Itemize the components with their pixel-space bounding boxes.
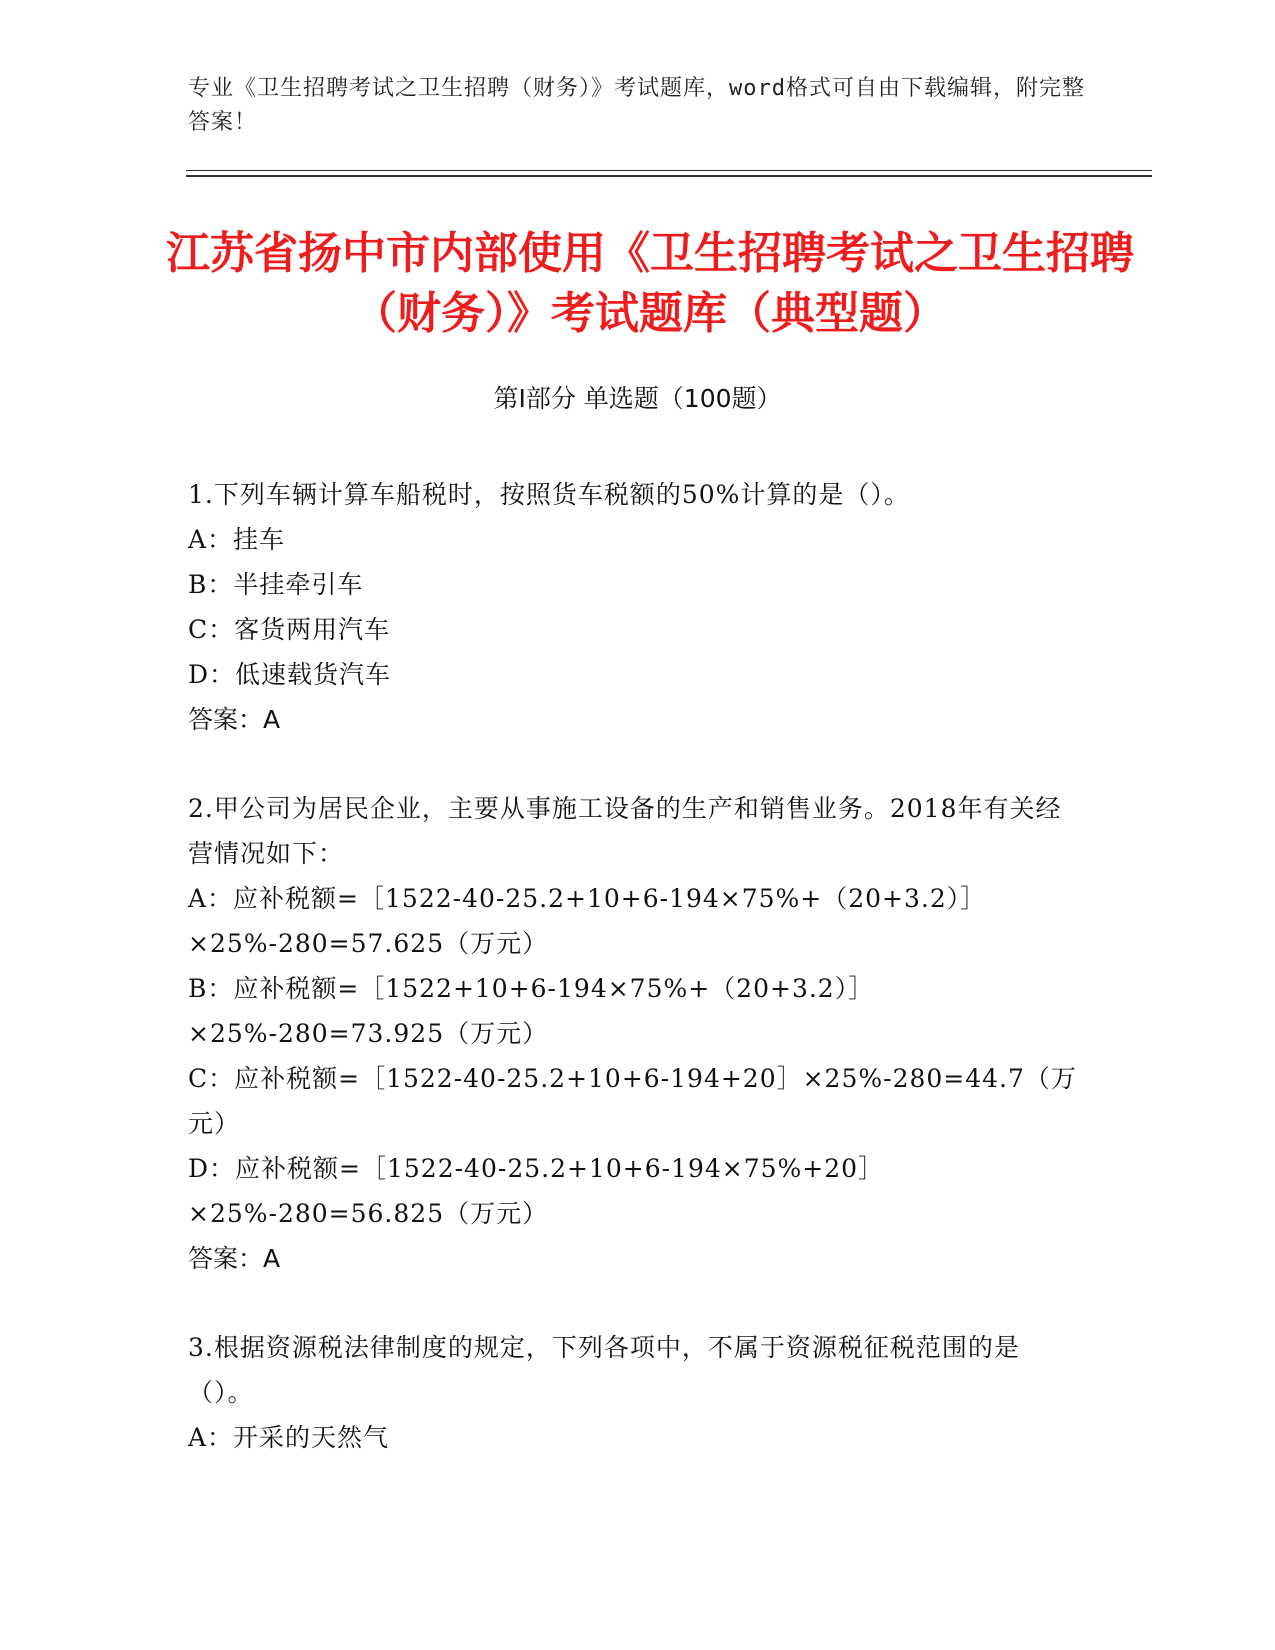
document-title: 江苏省扬中市内部使用《卫生招聘考试之卫生招聘（财务）》考试题库（典型题）	[166, 228, 1134, 339]
option-a: A：开采的天然气	[188, 1423, 390, 1452]
header-divider-thick	[186, 175, 1152, 177]
header-divider-thin	[186, 170, 1152, 171]
answer-text: 答案：A	[188, 705, 281, 734]
question-2	[188, 786, 1078, 1281]
option-d: D：低速载货汽车	[188, 660, 392, 689]
option-a: A：挂车	[188, 525, 286, 554]
answer-text: 答案：A	[188, 1244, 281, 1273]
option-c: C：客货两用汽车	[188, 615, 391, 644]
header-note: 专业《卫生招聘考试之卫生招聘（财务）》考试题库，word格式可自由下载编辑，附完整答案！	[188, 76, 1085, 135]
option-b: B：半挂牵引车	[188, 570, 364, 599]
question-list	[188, 472, 1078, 1504]
question-stem: 2.甲公司为居民企业，主要从事施工设备的生产和销售业务。2018年有关经营情况如下：	[188, 794, 1062, 868]
question-3	[188, 1325, 1078, 1460]
question-stem: 1.下列车辆计算车船税时，按照货车税额的50%计算的是（）。	[188, 480, 910, 509]
option-d: D：应补税额=［1522-40-25.2+10+6-194×75%+20］×25%-280=56.825（万元）	[188, 1154, 885, 1228]
option-b: B：应补税额=［1522+10+6-194×75%+（20+3.2）］×25%-280=73.925（万元）	[188, 974, 875, 1048]
option-a: A：应补税额=［1522-40-25.2+10+6-194×75%+（20+3.2）］×25%-280=57.625（万元）	[188, 884, 987, 958]
option-c: C：应补税额=［1522-40-25.2+10+6-194+20］×25%-280=44.7（万元）	[188, 1064, 1077, 1138]
section-heading: 第I部分 单选题（100题）	[493, 384, 782, 413]
question-stem: 3.根据资源税法律制度的规定，下列各项中，不属于资源税征税范围的是（）。	[188, 1333, 1020, 1407]
question-1	[188, 472, 1078, 742]
